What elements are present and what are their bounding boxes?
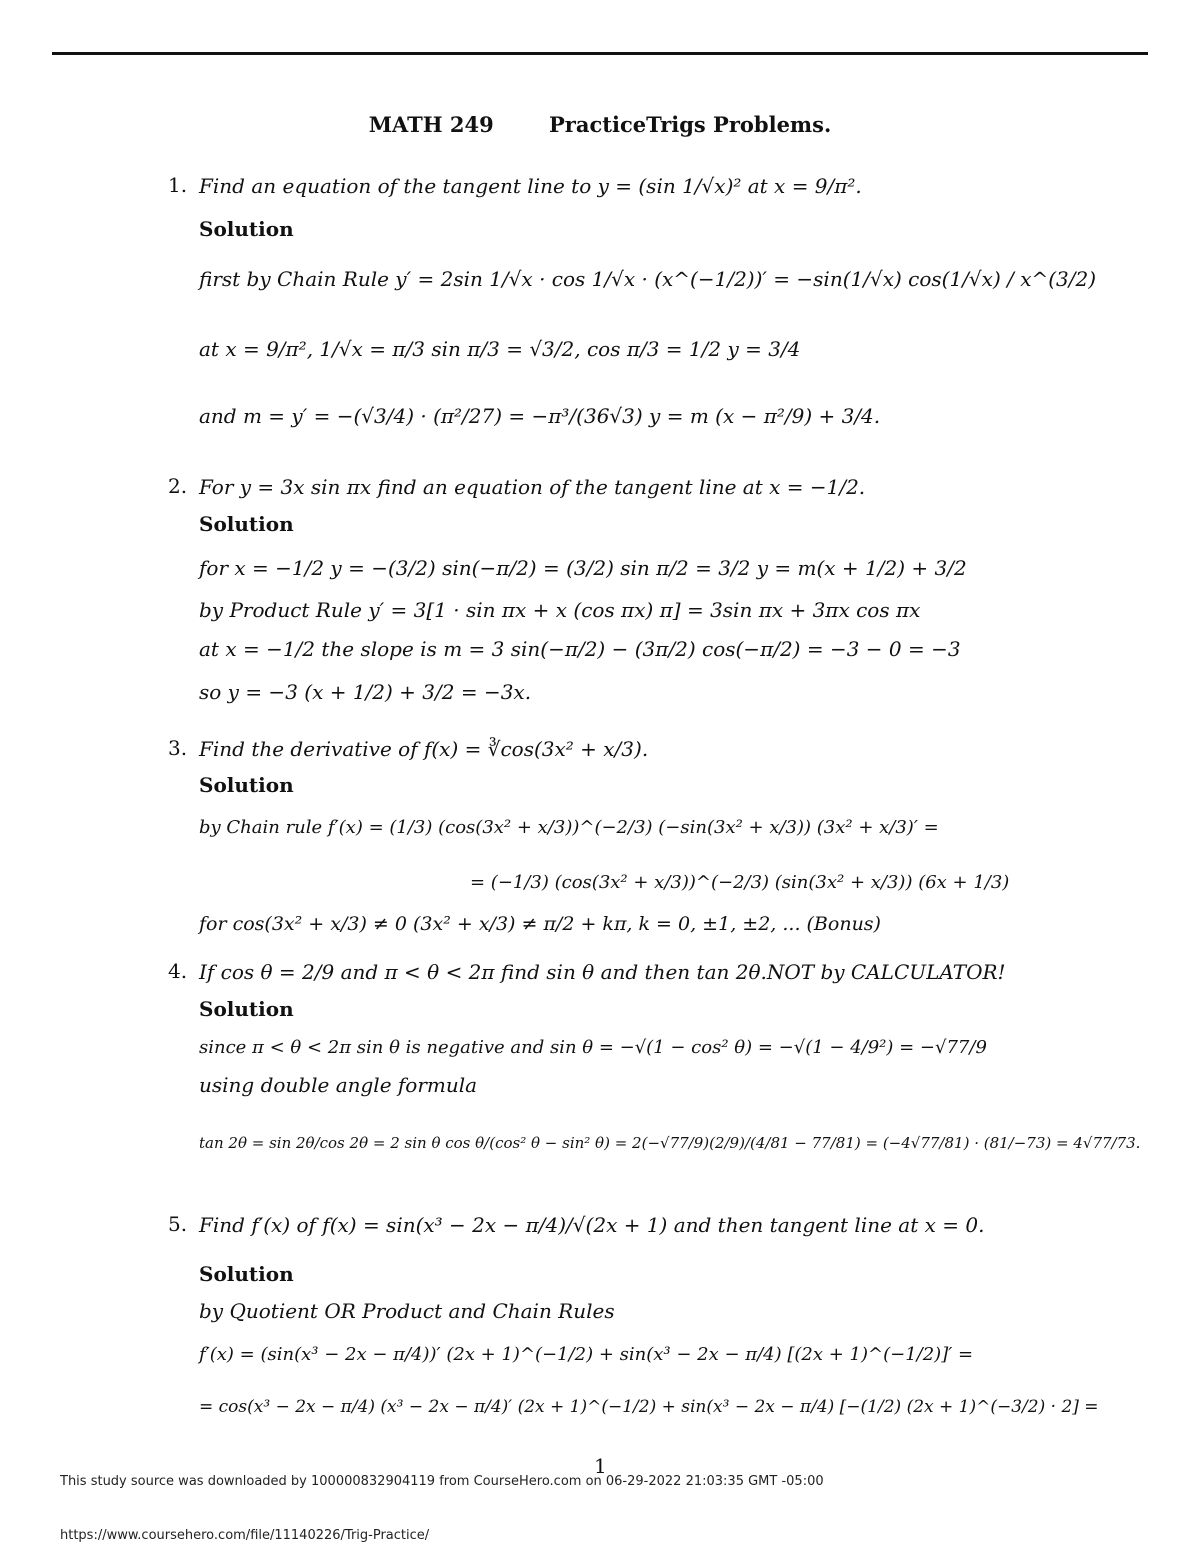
problem-4-line-3: tan 2θ = sin 2θ/cos 2θ = 2 sin θ cos θ/(cos² θ − sin² θ) = 2(−√77/9)(2/9)/(4/81 − 77/81) = (−4√77/81) · (81/−73) = 4√77/73. xyxy=(199,1134,1141,1152)
problem-5-line-1: by Quotient OR Product and Chain Rules xyxy=(199,1299,615,1323)
problem-1-line-1: first by Chain Rule y′ = 2sin 1/√x · cos 1/√x · (x^(−1/2))′ = −sin(1/√x) cos(1/√x) / x^(3/2) xyxy=(199,267,1097,291)
problem-2-line-1: for x = −1/2 y = −(3/2) sin(−π/2) = (3/2) sin π/2 = 3/2 y = m(x + 1/2) + 3/2 xyxy=(199,556,967,580)
download-note: This study source was downloaded by 100000832904119 from CourseHero.com on 06-29-2022 21:03:35 GMT -05:00 xyxy=(60,1474,824,1489)
problem-2-solution-label: Solution xyxy=(199,512,294,536)
problem-4-line-1: since π < θ < 2π sin θ is negative and sin θ = −√(1 − cos² θ) = −√(1 − 4/9²) = −√77/9 xyxy=(199,1037,987,1058)
source-url[interactable]: https://www.coursehero.com/file/11140226/Trig-Practice/ xyxy=(60,1528,430,1543)
problem-2-line-3: at x = −1/2 the slope is m = 3 sin(−π/2) − (3π/2) cos(−π/2) = −3 − 0 = −3 xyxy=(199,637,961,661)
course-code: MATH 249 xyxy=(368,112,494,137)
page-title xyxy=(0,112,1200,137)
problem-2-number: 2. xyxy=(168,474,188,498)
problem-5-number: 5. xyxy=(168,1212,188,1236)
problem-5-solution-label: Solution xyxy=(199,1262,294,1286)
problem-2-line-4: so y = −3 (x + 1/2) + 3/2 = −3x. xyxy=(199,680,532,704)
problem-4-number: 4. xyxy=(168,959,188,983)
document-title: PracticeTrigs Problems. xyxy=(549,112,832,137)
problem-5-statement: Find f′(x) of f(x) = sin(x³ − 2x − π/4)/√(2x + 1) and then tangent line at x = 0. xyxy=(199,1213,985,1237)
problem-1-statement: Find an equation of the tangent line to y = (sin 1/√x)² at x = 9/π². xyxy=(199,174,862,198)
problem-3-line-1: by Chain rule f′(x) = (1/3) (cos(3x² + x/3))^(−2/3) (−sin(3x² + x/3)) (3x² + x/3)′ = xyxy=(199,817,939,838)
problem-2-statement: For y = 3x sin πx find an equation of the tangent line at x = −1/2. xyxy=(199,475,866,499)
problem-4-statement: If cos θ = 2/9 and π < θ < 2π find sin θ and then tan 2θ.NOT by CALCULATOR! xyxy=(199,960,1006,984)
problem-1-line-3: and m = y′ = −(√3/4) · (π²/27) = −π³/(36√3) y = m (x − π²/9) + 3/4. xyxy=(199,404,881,428)
problem-2-line-2: by Product Rule y′ = 3[1 · sin πx + x (cos πx) π] = 3sin πx + 3πx cos πx xyxy=(199,598,921,622)
problem-1-number: 1. xyxy=(168,173,188,197)
page-number: 1 xyxy=(594,1454,607,1478)
problem-3-line-2: = (−1/3) (cos(3x² + x/3))^(−2/3) (sin(3x² + x/3)) (6x + 1/3) xyxy=(470,872,1010,893)
problem-3-solution-label: Solution xyxy=(199,773,294,797)
problem-3-line-3: for cos(3x² + x/3) ≠ 0 (3x² + x/3) ≠ π/2 + kπ, k = 0, ±1, ±2, ... (Bonus) xyxy=(199,913,881,935)
problem-4-solution-label: Solution xyxy=(199,997,294,1021)
problem-4-line-2: using double angle formula xyxy=(199,1073,478,1097)
problem-3-number: 3. xyxy=(168,736,188,760)
problem-5-line-3: = cos(x³ − 2x − π/4) (x³ − 2x − π/4)′ (2x + 1)^(−1/2) + sin(x³ − 2x − π/4) [−(1/2) (2x + 1)^(−3/2) · 2] = xyxy=(199,1397,1099,1417)
problem-5-line-2: f′(x) = (sin(x³ − 2x − π/4))′ (2x + 1)^(−1/2) + sin(x³ − 2x − π/4) [(2x + 1)^(−1/2)]′ = xyxy=(199,1344,974,1365)
problem-3-statement: Find the derivative of f(x) = ∛cos(3x² + x/3). xyxy=(199,737,649,761)
problem-1-line-2: at x = 9/π², 1/√x = π/3 sin π/3 = √3/2, cos π/3 = 1/2 y = 3/4 xyxy=(199,337,801,361)
problem-1-solution-label: Solution xyxy=(199,217,294,241)
top-rule xyxy=(52,52,1148,55)
